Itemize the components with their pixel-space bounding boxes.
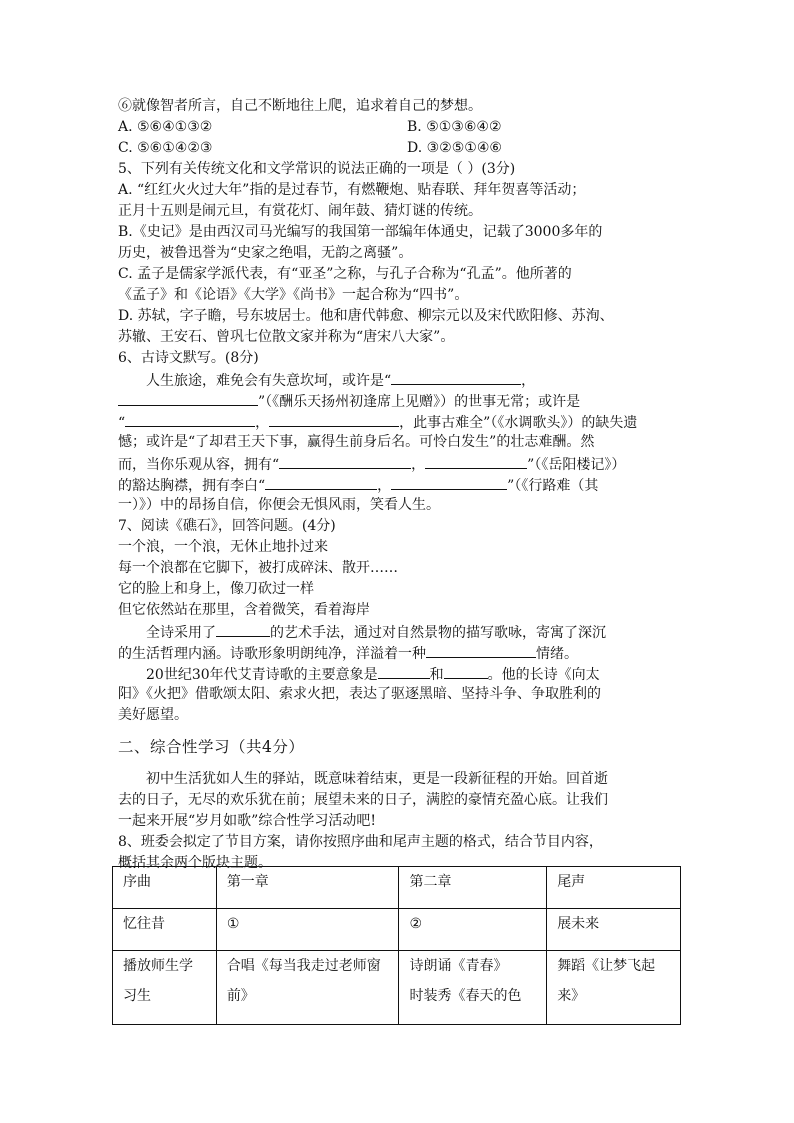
q5-option-c-line1: C. 孟子是儒家学派代表，有“亚圣”之称，与孔子合称为“孔孟”。他所著的 <box>118 266 572 282</box>
answer-blank[interactable] <box>391 474 507 490</box>
s2-line3: 一起来开展“岁月如歌”综合性学习活动吧! <box>118 813 376 829</box>
question-6: 6、古诗文默写。(8分) <box>118 350 259 366</box>
q7-text: 的生活哲理内涵。诗歌形象明朗纯净，洋溢着一种 <box>118 646 426 662</box>
q6-text: 而，当你乐观从容，拥有“ <box>118 457 280 473</box>
answer-blank[interactable] <box>425 453 527 469</box>
q6-line3 <box>118 411 683 432</box>
answer-blank[interactable] <box>118 390 258 406</box>
q6-line4: 憾；或许是“了却君王天下事，赢得生前身后名。可怜白发生”的壮志难酬。然 <box>118 434 595 450</box>
q6-text: ， <box>377 478 392 494</box>
poem-line-2: 每一个浪都在它脚下，被打成碎沫、散开…… <box>118 560 398 576</box>
q6-line5 <box>118 453 683 474</box>
option-c: C. ⑤⑥①④②③ <box>118 140 213 156</box>
q6-text: ， <box>411 457 426 473</box>
q6-line1 <box>118 369 683 390</box>
cell-line: 来》 <box>557 988 586 1004</box>
q6-text: 人生旅途，难免会有失意坎坷，或许是“ <box>146 373 392 389</box>
option-a: A. ⑤⑥④①③② <box>118 119 213 135</box>
q5-option-d-line2: 苏辙、王安石、曾巩七位散文家并称为“唐宋八大家”。 <box>118 329 455 345</box>
q7-text: 的艺术手法，通过对自然景物的描写歌咏，寄寓了深沉 <box>270 625 606 641</box>
cell-line: 前》 <box>226 988 255 1004</box>
answer-blank[interactable] <box>279 453 411 469</box>
option-b: B. ⑤①③⑥④② <box>407 119 502 135</box>
table-row <box>113 867 681 909</box>
q7-text: 全诗采用了 <box>146 625 216 641</box>
q7-text: 。他的长诗《向太 <box>487 667 600 683</box>
cell-line: 舞蹈《让梦飞起 <box>557 958 656 974</box>
section-2-heading: 二、综合性学习（共4分） <box>118 738 305 756</box>
q6-text: 的豁达胸襟，拥有李白“ <box>118 478 266 494</box>
question-8-line1: 8、班委会拟定了节目方案，请你按照序曲和尾声主题的格式，结合节目内容， <box>118 834 603 850</box>
answer-blank[interactable] <box>269 411 399 427</box>
q5-option-c-line2: 《孟子》和《论语》《大学》《尚书》一起合称为“四书”。 <box>118 287 469 303</box>
program-plan-table <box>112 866 681 1025</box>
poem-line-4: 但它依然站在那里，含着微笑，看着海岸 <box>118 602 370 618</box>
q6-line2 <box>118 390 683 411</box>
q7-line1 <box>118 621 683 642</box>
q6-text: ， <box>521 373 536 389</box>
exam-page <box>118 96 683 874</box>
item-6-text: ⑥就像智者所言，自己不断地往上爬，追求着自己的梦想。 <box>118 98 482 114</box>
q7-line3 <box>118 663 683 684</box>
q6-text: ”（《酬乐天扬州初逢席上见赠》）的世事无常；或许是 <box>258 394 581 410</box>
options-ab <box>118 117 683 138</box>
table-cell <box>547 951 681 1025</box>
s2-line1: 初中生活犹如人生的驿站，既意味着结束，更是一段新征程的开始。回首逝 <box>146 771 608 787</box>
table-cell <box>113 951 217 1025</box>
poem-line-1: 一个浪，一个浪，无休止地扑过来 <box>118 539 328 555</box>
table-cell-answer-1[interactable]: ① <box>216 909 399 951</box>
answer-blank[interactable] <box>391 369 521 385</box>
table-header-cell: 第二章 <box>399 867 547 909</box>
q6-text: ，此事古难全”（《水调歌头》）的缺失遗 <box>399 415 638 431</box>
question-8-line2: 概括其余两个版块主题。 <box>118 855 272 871</box>
answer-blank[interactable] <box>216 621 270 637</box>
q7-line4: 阳》《火把》借歌颂太阳、索求火把，表达了驱逐黑暗、坚持斗争、争取胜利的 <box>118 686 601 702</box>
q5-option-b-line1: B.《史记》是由西汉司马光编写的我国第一部编年体通史，记载了3000多年的 <box>118 224 603 240</box>
table-cell-answer-2[interactable]: ② <box>399 909 547 951</box>
option-d: D. ③②⑤①④⑥ <box>407 140 502 156</box>
q6-line7: 一）》）中的昂扬自信，你便会无惧风雨，笑看人生。 <box>118 497 440 513</box>
q7-text: 和 <box>429 667 444 683</box>
q5-option-a-line2: 正月十五则是闹元旦，有赏花灯、闹年鼓、猜灯谜的传统。 <box>118 203 482 219</box>
cell-line: 诗朗诵《青春》 <box>409 958 508 974</box>
cell-line: 习生 <box>123 988 151 1004</box>
cell-line: 合唱《每当我走过老师窗 <box>226 958 381 974</box>
answer-blank[interactable] <box>378 663 430 679</box>
q6-line6 <box>118 474 683 495</box>
answer-blank[interactable] <box>125 411 255 427</box>
q7-text: 20世纪30年代艾青诗歌的主要意象是 <box>146 667 378 683</box>
table-header-cell: 第一章 <box>216 867 399 909</box>
q5-option-d-line1: D. 苏轼，字子瞻，号东坡居士。他和唐代韩愈、柳宗元以及宋代欧阳修、苏洵、 <box>118 308 614 324</box>
s2-line2: 去的日子，无尽的欢乐犹在前；展望未来的日子，满腔的豪情充盈心底。让我们 <box>118 792 608 808</box>
q7-line5: 美好愿望。 <box>118 707 188 723</box>
q7-text: 情绪。 <box>536 646 578 662</box>
answer-blank[interactable] <box>426 642 536 658</box>
q6-text: ”（《行路难（其 <box>507 478 599 494</box>
table-cell: 忆往昔 <box>113 909 217 951</box>
q5-option-a-line1: A. “红红火火过大年”指的是过春节，有燃鞭炮、贴春联、拜年贺喜等活动； <box>118 182 586 198</box>
poem-line-3: 它的脸上和身上，像刀砍过一样 <box>118 581 314 597</box>
q6-text: ， <box>255 415 270 431</box>
q5-option-b-line2: 历史，被鲁迅誉为“史家之绝唱，无韵之离骚”。 <box>118 245 413 261</box>
q6-text: ”（《岳阳楼记》） <box>527 457 626 473</box>
table-row <box>113 909 681 951</box>
table-header-cell: 尾声 <box>547 867 681 909</box>
cell-line: 播放师生学 <box>123 958 193 974</box>
table-row <box>113 951 681 1025</box>
cell-line: 时装秀《春天的色 <box>409 988 522 1004</box>
table-cell <box>399 951 547 1025</box>
question-7: 7、阅读《礁石》，回答问题。(4分) <box>118 518 336 534</box>
q6-text: “ <box>118 415 126 431</box>
answer-blank[interactable] <box>444 663 488 679</box>
table-header-cell: 序曲 <box>113 867 217 909</box>
options-cd <box>118 138 683 159</box>
table-cell: 展未来 <box>547 909 681 951</box>
q7-line2 <box>118 642 683 663</box>
table-cell <box>216 951 399 1025</box>
answer-blank[interactable] <box>265 474 377 490</box>
question-5: 5、下列有关传统文化和文学常识的说法正确的一项是（ ）(3分) <box>118 161 516 177</box>
